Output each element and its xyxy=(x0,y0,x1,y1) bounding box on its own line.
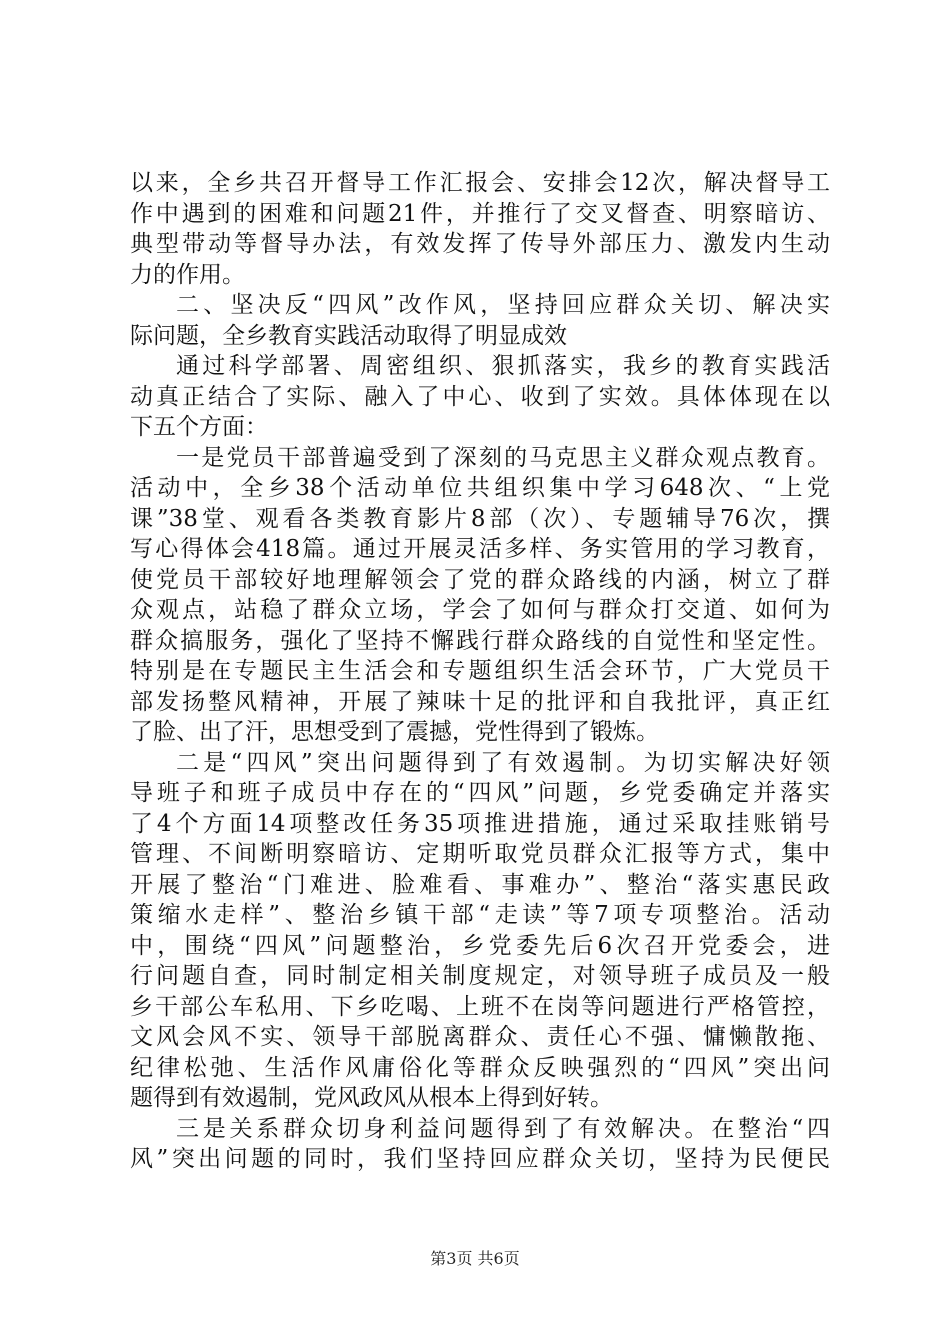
text-line: 开展了整治“门难进、脸难看、事难办”、整治“落实惠民政 xyxy=(130,871,830,898)
text-line: 特别是在专题民主生活会和专题组织生活会环节，广大党员干 xyxy=(130,658,830,684)
text-line: 管理、不间断明察暗访、定期听取党员群众汇报等方式，集中 xyxy=(130,841,830,867)
text-line: 一是党员干部普遍受到了深刻的马克思主义群众观点教育。 xyxy=(176,444,830,471)
text-line: 策缩水走样”、整治乡镇干部“走读”等7项专项整治。活动 xyxy=(130,902,830,928)
text-line: 力的作用。 xyxy=(130,261,245,288)
text-line: 以来，全乡共召开督导工作汇报会、安排会12次，解决督导工 xyxy=(130,170,830,196)
text-line: 风”突出问题的同时，我们坚持回应群众关切，坚持为民便民 xyxy=(130,1146,830,1172)
text-line: 纪律松弛、生活作风庸俗化等群众反映强烈的“四风”突出问 xyxy=(130,1054,830,1081)
page-footer: 第3页 共6页 xyxy=(430,1249,520,1268)
text-line: 题得到有效遏制，党风政风从根本上得到好转。 xyxy=(130,1085,613,1111)
text-line: 二、坚决反“四风”改作风，坚持回应群众关切、解决实 xyxy=(176,292,830,318)
text-line: 写心得体会418篇。通过开展灵活多样、务实管用的学习教育， xyxy=(130,536,830,562)
text-line: 乡干部公车私用、下乡吃喝、上班不在岗等问题进行严格管控， xyxy=(130,993,830,1020)
text-line: 三是关系群众切身利益问题得到了有效解决。在整治“四 xyxy=(176,1115,830,1142)
text-line: 中，围绕“四风”问题整治，乡党委先后6次召开党委会，进 xyxy=(130,932,830,959)
text-line: 活动中，全乡38个活动单位共组织集中学习648次、“上党 xyxy=(130,475,830,501)
text-line: 下五个方面： xyxy=(130,414,268,440)
text-line: 部发扬整风精神，开展了辣味十足的批评和自我批评，真正红 xyxy=(130,688,830,715)
text-line: 了4个方面14项整改任务35项推进措施，通过采取挂账销号 xyxy=(130,810,830,837)
body-text xyxy=(130,168,830,1175)
text-line: 行问题自查，同时制定相关制度规定，对领导班子成员及一般 xyxy=(130,963,830,989)
text-line: 二是“四风”突出问题得到了有效遏制。为切实解决好领 xyxy=(176,749,830,776)
text-line: 典型带动等督导办法，有效发挥了传导外部压力、激发内生动 xyxy=(130,231,830,257)
text-line: 作中遇到的困难和问题21件，并推行了交叉督查、明察暗访、 xyxy=(130,200,830,227)
text-line: 动真正结合了实际、融入了中心、收到了实效。具体体现在以 xyxy=(130,383,830,410)
text-line: 文风会风不实、领导干部脱离群众、责任心不强、慵懒散拖、 xyxy=(130,1024,830,1050)
text-line: 通过科学部署、周密组织、狠抓落实，我乡的教育实践活 xyxy=(176,353,830,379)
text-line: 导班子和班子成员中存在的“四风”问题，乡党委确定并落实 xyxy=(130,780,830,806)
text-line: 群众搞服务，强化了坚持不懈践行群众路线的自觉性和坚定性。 xyxy=(130,627,830,654)
text-line: 际问题，全乡教育实践活动取得了明显成效 xyxy=(130,322,567,349)
text-line: 课”38堂、观看各类教育影片8部（次）、专题辅导76次，撰 xyxy=(130,505,830,532)
text-line: 众观点，站稳了群众立场，学会了如何与群众打交道、如何为 xyxy=(130,597,830,623)
text-line: 使党员干部较好地理解领会了党的群众路线的内涵，树立了群 xyxy=(130,566,830,593)
text-line: 了脸、出了汗，思想受到了震撼，党性得到了锻炼。 xyxy=(130,719,659,745)
